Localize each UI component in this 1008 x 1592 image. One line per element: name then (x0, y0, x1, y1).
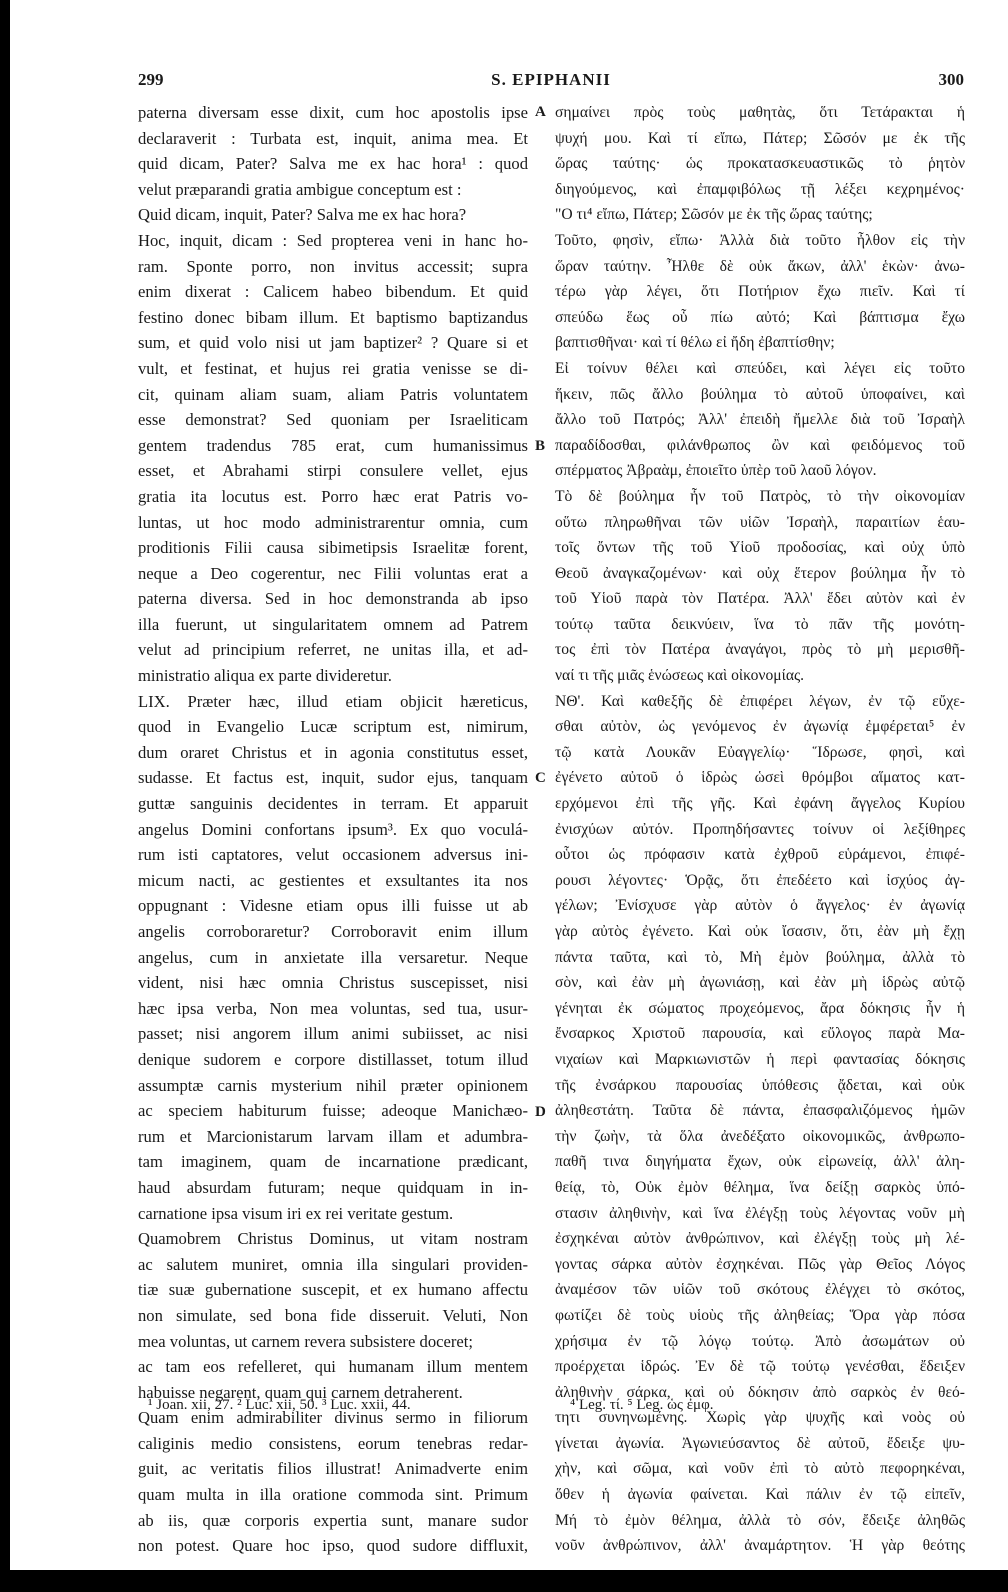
text-line: τος ἐπὶ τὸν Πατέρα ἀναγάγοι, πρὸς τὸ μὴ μερισθῆ- (555, 641, 965, 659)
text-line: παραδίδοσθαι, φιλάνθρωπος ὢν καὶ φειδόμενος τοῦ (555, 436, 965, 454)
text-line: ὥρας ταύτης· ὡς προκατασκευαστικῶς τὸ ῥητὸν (555, 155, 965, 173)
text-line: angelus Domini confortans ipsum³. Ex quo voculá- (138, 819, 528, 839)
text-line: tiæ suæ gubernatione suscepit, et ex humano affectu (138, 1280, 528, 1300)
text-line: ἐσχηκέναι αὐτὸν ἀνθρώπινον, καὶ ἐλέγξῃ τοὺς μὴ λέ- (555, 1230, 965, 1248)
text-line: paterna diversam esse dixit, cum hoc apostolis ipse (138, 103, 528, 122)
text-line: non simulate, sed bona fide disseruit. Veluti, Non (138, 1305, 528, 1325)
text-line: dum oraret Christus et in agonia constitutus esset, (138, 742, 528, 762)
text-line: ἐνισχύων αὐτόν. Προπηδήσαντες τοίνυν οἱ λεξίθηρες (555, 820, 965, 838)
text-line: ac salutem muniret, omnia illa singulari providen- (138, 1254, 528, 1274)
text-line: θείᾳ, τὸ, Οὐκ ἐμὸν θέλημα, ἵνα δείξῃ σαρκὸς ὑπό- (555, 1178, 965, 1196)
text-line: γοντας σάρκα αὐτὸν ἐσχηκέναι. Πῶς γὰρ Θεῖος Λόγος (555, 1255, 965, 1273)
text-line: ἥκειν, πῶς ἄλλο βούλημα τὸ αὐτοῦ ὑποφαίνει, καὶ (555, 385, 965, 403)
margin-marker-b: B (535, 438, 546, 454)
text-line: Μή τὸ ἐμὸν θέλημα, ἀλλὰ τὸ σόν, ἔδειξε ἀληθῶς (555, 1511, 965, 1529)
text-line: νοῦν ἀνθρώπινον, ἀλλ' ἀναμάρτητον. Ἡ γὰρ θεότης (555, 1537, 965, 1555)
text-line: τῷ κατὰ Λουκᾶν Εὐαγγελίῳ· Ἵδρωσε, φησὶ, καὶ (555, 743, 965, 761)
text-line: σπεύδω ἕως οὗ πίω αὐτό; Καὶ βάπτισμα ἔχω (555, 308, 965, 326)
text-line: σθαι αὐτὸν, ὡς γενόμενος ἐν ἀγωνίᾳ ἐμφέρεται⁵ ἐν (555, 718, 965, 736)
text-line: νιχαίων καὶ Μαρκιωνιστῶν ἡ περὶ φαντασίας δόκησις (555, 1050, 965, 1068)
greek-column (555, 100, 965, 1559)
text-line: "Ο τι⁴ εἴπω, Πάτερ; Σῶσόν με ἐκ τῆς ὥρας ταύτης; (555, 206, 873, 224)
text-line: σπέρματος Ἀβραὰμ, ἐποιεῖτο ὑπὲρ τοῦ λαοῦ λόγον. (555, 462, 877, 480)
text-line: carnatione ipsa visum iri ex rei veritate gestum. (138, 1203, 454, 1223)
text-line: mea voluntas, ut carnem revera subsistere doceret; (138, 1331, 473, 1351)
text-line: τὴν ζωὴν, τὰ ὅλα ἀνεδέξατο οἰκονομικῶς, ἀνθρωπο- (555, 1127, 965, 1145)
scan-edge-left (0, 0, 10, 1592)
text-line: declaraverit : Turbata est, inquit, anima mea. Et (138, 128, 528, 148)
text-line: Quam enim admirabiliter divinus sermo in filiorum (138, 1408, 528, 1428)
text-line: illa fuerunt, ut singularitatem omnem ad Patrem (138, 614, 528, 634)
text-line: Τὸ δὲ βούλημα ἦν τοῦ Πατρὸς, τὸ τὴν οἰκονομίαν (555, 487, 965, 505)
text-line: guit, ac veritatis filios illustrat! Animadverte enim (138, 1459, 528, 1479)
text-line: cit, quinam aliam suam, aliam Patris voluntatem (138, 384, 528, 404)
text-line: vult, et festinat, et hujus rei gratia venisse se di- (138, 358, 528, 378)
margin-marker-a: A (535, 104, 546, 120)
text-line: oppugnant : Videsne etiam opus illi fuisse ut ab (138, 896, 528, 916)
text-line: non potest. Quare hoc ipso, quod sudore diffluxit, (138, 1536, 528, 1556)
running-header (138, 70, 964, 98)
footnotes-greek: ⁴ Leg. τί. ⁵ Leg. ὡς ἐμφ. (570, 1397, 714, 1413)
text-line: velut præparandi gratia ambigue conceptum est : (138, 179, 462, 199)
page-number-left: 299 (138, 70, 164, 89)
text-line: παθῆ τινα διηγήματα ἔχων, οὐκ εἰρωνείᾳ, ἀλλ' ἀλη- (555, 1153, 965, 1171)
text-line: Quamobrem Christus Dominus, ut vitam nostram (138, 1229, 528, 1249)
text-line: γὰρ αὐτὸς ἐγένετο. Καὶ οὐκ ἴσασιν, ὅτι, ἐὰν μὴ ἔχῃ (555, 923, 965, 940)
text-line: passet; nisi angorem illum animi subiisset, ac nisi (138, 1024, 528, 1044)
text-line: τητι συνηνωμένης. Χωρὶς γὰρ ψυχῆς καὶ νοὸς οὐ (555, 1409, 965, 1427)
text-line: τοῦ Υἱοῦ παρὰ τὸν Πατέρα. Ἀλλ' ἔδει αὐτὸν καὶ ἐν (555, 590, 965, 608)
text-line: χρήσιμα ἐν τῷ λόγῳ τούτῳ. Ἀπὸ ἀσωμάτων οὐ (555, 1332, 965, 1350)
text-line: οὕτω πληρωθῆναι τῶν υἱῶν Ἰσραὴλ, παραιτίων ἑαυ- (555, 513, 965, 531)
text-line: Τοῦτο, φησὶν, εἴπω· Ἀλλὰ διὰ τοῦτο ἦλθον εἰς τὴν (555, 231, 965, 249)
text-line: ac speciem habiturum fuisse; adeoque Manichæo- (138, 1101, 528, 1121)
page-number-right: 300 (938, 70, 964, 89)
text-line: luntas, ut hoc modo administrarentur omnia, cum (138, 512, 528, 532)
text-line: hæc ipsa verba, Non mea voluntas, sed tua, usur- (138, 998, 528, 1018)
text-line: τῆς ἐνσάρκου παρουσίας ὑπόθεσις ᾄδεται, καὶ οὐκ (555, 1076, 965, 1094)
text-line: ναί τι τῆς μιᾶς ἑνώσεως καὶ οἰκονομίας. (555, 667, 805, 685)
text-line: βαπτισθῆναι· καὶ τί θέλω εἰ ἤδη ἐβαπτίσθην; (555, 334, 835, 352)
text-line: γέλων; Ἐνίσχυσε γὰρ αὐτὸν ὁ ἄγγελος· ἐν ἀγωνίᾳ (555, 897, 965, 915)
text-line: tam imaginem, quam de incarnatione prædicant, (138, 1152, 528, 1172)
text-line: σὸν, καὶ ἐὰν μὴ ἀγωνιάσῃ, καὶ ἐὰν μὴ ἱδρὼς αὐτῷ (555, 974, 965, 992)
text-line: rum isti captatores, velut occasionem adversus ini- (138, 845, 528, 865)
text-line: assumptæ carnis mysterium nihil præter opinionem (138, 1075, 528, 1095)
running-title: S. EPIPHANII (491, 70, 611, 89)
text-line: angelis corroboraretur? Corroboravit enim illum (138, 922, 528, 941)
text-line: ερχόμενοι ἐπὶ τῆς γῆς. Καὶ ἐφάνη ἄγγελος Κυρίου (555, 795, 965, 813)
text-line: proditionis Filii causa sibimetipsis Israelitæ forent, (138, 538, 528, 558)
text-line: ἐγένετο αὐτοῦ ὁ ἱδρὼς ὡσεὶ θρόμβοι αἵματος κατ- (555, 769, 965, 787)
text-line: Quid dicam, inquit, Pater? Salva me ex hac hora? (138, 205, 467, 225)
text-line: φωτίζει δὲ τοὺς υἱοὺς τῆς ἀληθείας; Ὅρα γὰρ πόσα (555, 1306, 965, 1324)
text-line: προέρχεται ἱδρώς. Ἐν δὲ τῷ τούτῳ γενέσθαι, ἔδειξεν (555, 1358, 965, 1376)
text-line: vident, nisi hæc omnia Christus suscepisset, nisi (138, 973, 528, 993)
text-line: οὗτοι ὡς πρόφασιν κατὰ ἐχθροῦ εὑράμενοι, ἐπιφέ- (555, 846, 965, 864)
text-line: σημαίνει πρὸς τοὺς μαθητὰς, ὅτι Τετάρακται ἡ (555, 104, 965, 121)
text-line: Θεοῦ ἀναγκαζομένων· καὶ οὐχ ἕτερον βούλημα ἦν τὸ (555, 564, 965, 582)
text-line: esse demonstrat? Sed quoniam per Israeliticam (138, 410, 528, 430)
text-line: micum nacti, ac gestientes et exsultantes ita nos (138, 870, 528, 890)
text-line: esset, et Abrahami stirpi consulere vellet, ejus (138, 461, 528, 481)
text-line: angelus, cum in anxietate illa versaretur. Neque (138, 947, 528, 967)
text-line: enim dixerat : Calicem habeo bibendum. Et quid (138, 282, 528, 302)
text-line: ram. Sponte porro, non invitus accessit; supra (138, 256, 528, 276)
text-line: ρουσι λέγοντες· Ὁρᾷς, ὅτι ἐπεδέετο καὶ ἰσχύος ἀγ- (555, 871, 965, 889)
text-line: gentem tradendus 785 erat, cum humanissimus (138, 435, 528, 455)
text-line: Hoc, inquit, dicam : Sed propterea veni in hanc ho- (138, 230, 528, 250)
text-line: caliginis medio consistens, eorum tenebras redar- (138, 1433, 528, 1453)
text-line: gratia ita locutus est. Porro hæc erat Patris vo- (138, 486, 528, 506)
text-line: τέρω γὰρ λέγει, ὅτι Ποτήριον ἔχω πιεῖν. Καὶ τί (555, 283, 965, 301)
text-line: ἔνσαρκος Χριστοῦ παρουσία, καὶ εὔλογος παρὰ Μα- (555, 1025, 965, 1043)
text-line: denique sudorem e corpore distillasset, totum illud (138, 1049, 528, 1069)
text-line: habuisse negarent, quam qui carnem detraherent. (138, 1382, 463, 1402)
text-line: Εἰ τοίνυν θέλει καὶ σπεύδει, καὶ λέγει εἰς τοῦτο (555, 359, 965, 377)
text-line: velut ad principium referret, ne unitas illa, et ad- (138, 640, 528, 660)
text-line: στασιν ἀληθινὴν, καὶ ἵνα ἐλέγξῃ τοὺς λέγοντας νοῦν μὴ (555, 1204, 965, 1222)
text-line: sum, et quid volo nisi ut jam baptizer² ? Quare si et (138, 333, 528, 353)
text-line: γίνεται ἀγωνία. Ἀγωνιεύσαντος δὲ αὐτοῦ, ἔδειξε ψυ- (555, 1434, 965, 1452)
text-line: festino donec bibam illum. Et baptismo baptizandus (138, 307, 528, 327)
text-line: ὅθεν ἡ ἀγωνία φαίνεται. Καὶ πάλιν ἐν τῷ εἰπεῖν, (555, 1486, 965, 1504)
text-line: rum et Marcionistarum larvam illam et adumbra- (138, 1126, 528, 1146)
text-line: quam multa in illa oratione commoda sint. Primum (138, 1485, 528, 1505)
text-line: χὴν, καὶ σῶμα, καὶ νοῦν ἐπὶ τὸ αὐτὸ πεφορηκέναι, (555, 1460, 965, 1478)
text-line: guttæ sanguinis decidentes in terram. Et apparuit (138, 794, 528, 814)
text-line: haud absurdam futuram; neque quidquam in in- (138, 1177, 528, 1197)
text-line: ὥραν ταύτην. Ἦλθε δὲ οὐκ ἄκων, ἀλλ' ἑκὼν· ἀνω- (555, 257, 965, 275)
margin-marker-c: C (535, 770, 546, 786)
margin-marker-d: D (535, 1104, 546, 1120)
text-line: ἀληθεστάτη. Ταῦτα δὲ πάντα, ἐπασφαλιζόμενος ἡμῶν (555, 1102, 965, 1120)
text-line: ab iis, quæ corporis expertia sunt, manare sudor (138, 1510, 528, 1530)
footnotes-latin: ¹ Joan. xii, 27. ² Luc. xii, 50. ³ Luc. xxii, 44. (148, 1397, 411, 1413)
text-line: ψυχή μου. Καὶ τί εἴπω, Πάτερ; Σῶσόν με ἐκ τῆς (555, 129, 965, 147)
text-line: ἀναμέσον τῶν υἱῶν τοῦ σκότους ἐλέγχει τὸ σκότος, (555, 1281, 965, 1299)
text-line: ἄλλο τοῦ Πατρός; Ἀλλ' ἐπειδὴ ἤμελλε διὰ τοῦ Ἰσραὴλ (555, 411, 965, 429)
text-line: τοῖς ὄντων τῆς τοῦ Υἱοῦ προδοσίας, καὶ οὐχ ὑπὸ (555, 539, 965, 557)
text-line: ΝΘ'. Καὶ καθεξῆς δὲ ἐπιφέρει λέγων, ἐν τῷ εὔχε- (555, 692, 965, 710)
text-line: quod in Evangelio Lucæ scriptum est, nimirum, (138, 717, 528, 737)
text-line: πάντα ταῦτα, καὶ τὸ, Μὴ ἐμὸν βούλημα, ἀλλὰ τὸ (555, 948, 965, 966)
text-line: quid dicam, Pater? Salva me ex hac hora¹ : quod (138, 154, 528, 174)
text-line: διηγούμενος, καὶ ἐπαμφιβόλως τῇ λέξει κεχρημένος· (555, 180, 965, 198)
text-line: ministratio aliqua ex parte divideretur. (138, 666, 392, 686)
scan-edge-bottom (0, 1570, 1008, 1592)
text-line: sudasse. Et factus est, inquit, sudor ejus, tanquam (138, 768, 528, 788)
text-line: LIX. Præter hæc, illud etiam objicit hæreticus, (138, 691, 528, 711)
text-line: τούτῳ ταῦτα δεικνύειν, ἵνα τὸ πᾶν τῆς μονότη- (555, 615, 965, 633)
text-line: paterna diversa. Sed in hoc demonstranda ab ipso (138, 589, 528, 609)
text-line: γένηται ἐκ σώματος προχεόμενος, ἄρα δόκησις ἦν ἡ (555, 999, 965, 1017)
text-line: ἀληθινὴν σάρκα, καὶ οὐ δόκησιν ἀπὸ σαρκὸς ἐν θεό- (555, 1383, 965, 1401)
text-line: neque a Deo cogerentur, nec Filii voluntas erat a (138, 563, 528, 583)
text-line: ac tam eos refelleret, qui humanam illum mentem (138, 1357, 528, 1377)
latin-column (138, 100, 528, 1559)
